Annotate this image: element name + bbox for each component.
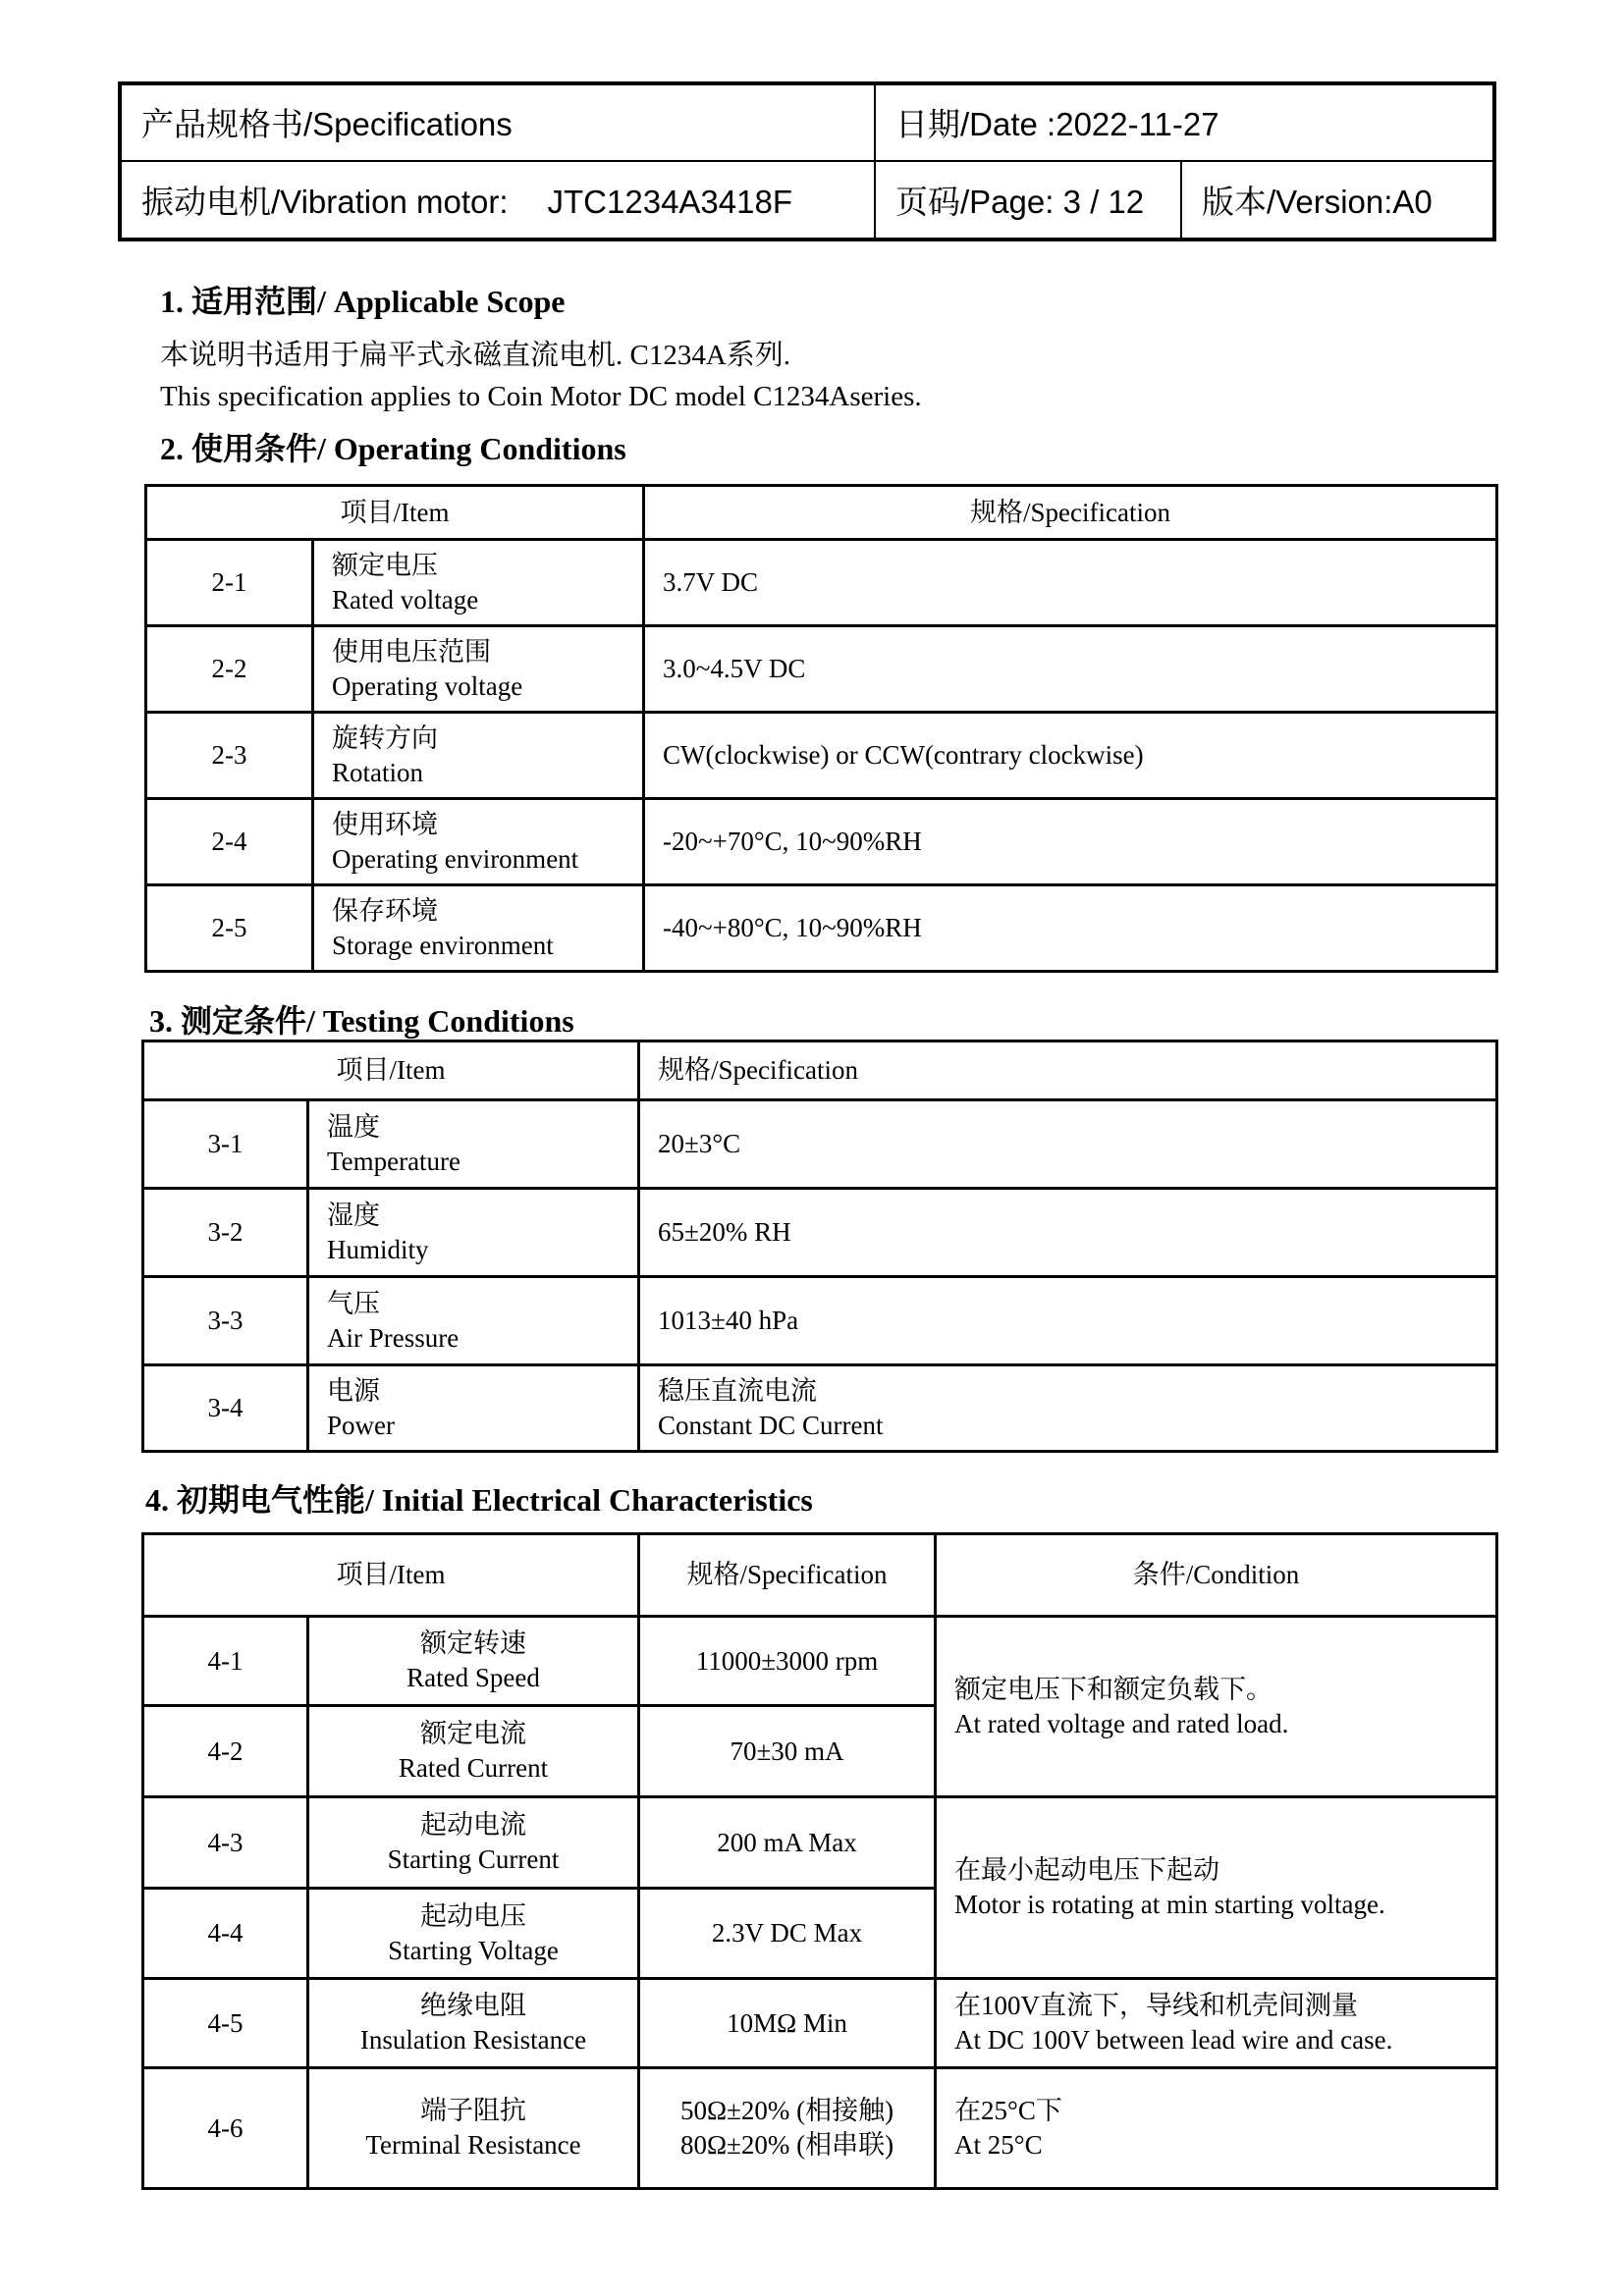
product-label: 振动电机/Vibration motor: [141, 183, 509, 220]
item-en: Terminal Resistance [365, 2130, 581, 2160]
col-spec: 规格/Specification [639, 1041, 1497, 1100]
item-cn: 额定电压 [332, 550, 438, 580]
row-item [308, 1617, 639, 1706]
row-item [308, 1277, 639, 1365]
row-no: 4-3 [143, 1797, 308, 1889]
item-en: Rated Speed [406, 1663, 540, 1692]
section2-heading: 2. 使用条件/ Operating Conditions [160, 431, 626, 466]
row-no: 2-3 [146, 713, 313, 799]
item-en: Storage environment [332, 930, 554, 960]
row-item [308, 1889, 639, 1979]
item-cn: 端子阻抗 [420, 2096, 526, 2125]
table-row [146, 626, 1497, 713]
row-no: 4-4 [143, 1889, 308, 1979]
item-cn: 气压 [327, 1288, 380, 1318]
row-no: 2-4 [146, 799, 313, 885]
col-condition: 条件/Condition [936, 1534, 1497, 1617]
operating-conditions-table [144, 484, 1498, 973]
item-cn: 绝缘电阻 [420, 1991, 526, 2020]
condition-en: At DC 100V between lead wire and case. [954, 2025, 1393, 2055]
spec-line-1: 1013±40 hPa [658, 1306, 799, 1335]
item-en: Rotation [332, 757, 423, 787]
row-no: 3-2 [143, 1189, 308, 1277]
table-row [146, 885, 1497, 972]
table-row [146, 713, 1497, 799]
spec-line-2: Constant DC Current [658, 1410, 884, 1440]
table-row [146, 540, 1497, 626]
scope-line-cn: 本说明书适用于扁平式永磁直流电机. C1234A系列. [160, 340, 791, 371]
row-no: 3-1 [143, 1100, 308, 1189]
condition-cn: 额定电压下和额定负载下。 [954, 1674, 1273, 1704]
col-spec: 规格/Specification [639, 1534, 936, 1617]
scope-line-en: This specification applies to Coin Motor DC model C1234Aseries. [160, 381, 922, 412]
condition-en: Motor is rotating at min starting voltage. [954, 1890, 1385, 1919]
spec-line-1: 11000±3000 rpm [695, 1645, 879, 1676]
col-item: 项目/Item [146, 486, 644, 540]
spec-line-1: 50Ω±20% (相接触) [679, 2096, 894, 2125]
row-spec [639, 1979, 936, 2068]
table-row [146, 799, 1497, 885]
condition-cell [936, 1979, 1497, 2068]
electrical-characteristics-table [141, 1532, 1498, 2190]
row-item [313, 885, 644, 972]
spec-line-1: 20±3°C [658, 1129, 741, 1158]
spec-line-1: 2.3V DC Max [711, 1918, 863, 1948]
row-spec: CW(clockwise) or CCW(contrary clockwise) [644, 713, 1497, 799]
row-spec: -40~+80°C, 10~90%RH [644, 885, 1497, 972]
product-cell [120, 161, 875, 240]
item-cn: 额定转速 [420, 1629, 526, 1658]
row-no: 4-1 [143, 1617, 308, 1706]
row-spec [639, 1277, 1497, 1365]
item-cn: 电源 [327, 1375, 380, 1406]
item-cn: 旋转方向 [332, 722, 438, 753]
document-header [118, 81, 1496, 241]
row-spec [639, 1706, 936, 1797]
row-item [308, 1979, 639, 2068]
row-item [313, 713, 644, 799]
row-no: 2-2 [146, 626, 313, 713]
table-row [143, 1100, 1497, 1189]
item-en: Starting Current [387, 1844, 560, 1874]
item-en: Operating voltage [332, 670, 523, 701]
testing-conditions-table [141, 1040, 1498, 1453]
item-en: Insulation Resistance [359, 2025, 587, 2055]
row-item [308, 1365, 639, 1452]
row-item [308, 1189, 639, 1277]
item-cn: 保存环境 [332, 895, 438, 926]
row-no: 4-6 [143, 2068, 308, 2189]
item-en: Starting Voltage [388, 1935, 559, 1965]
item-en: Rated Current [398, 1753, 549, 1783]
row-item [313, 799, 644, 885]
item-en: Air Pressure [327, 1322, 460, 1353]
condition-cell [936, 1797, 1497, 1979]
row-spec [639, 1365, 1497, 1452]
row-item [308, 1100, 639, 1189]
spec-line-1: 200 mA Max [717, 1827, 857, 1857]
section3-heading: 3. 测定条件/ Testing Conditions [149, 1003, 574, 1039]
item-cn: 起动电流 [420, 1810, 526, 1840]
spec-line-2: 80Ω±20% (相串联) [679, 2130, 894, 2160]
item-cn: 额定电流 [420, 1719, 526, 1748]
item-en: Operating environment [332, 843, 579, 874]
table-row [143, 1979, 1497, 2068]
section4-heading: 4. 初期电气性能/ Initial Electrical Characteristics [145, 1482, 813, 1518]
condition-cn: 在最小起动电压下起动 [954, 1855, 1220, 1885]
row-spec [639, 2068, 936, 2189]
row-item [308, 2068, 639, 2189]
item-cn: 温度 [327, 1111, 380, 1142]
row-item [313, 540, 644, 626]
item-en: Power [327, 1410, 395, 1440]
table-header-row [146, 486, 1497, 540]
row-item [308, 1706, 639, 1797]
condition-cell [936, 1617, 1497, 1797]
item-en: Rated voltage [332, 584, 479, 614]
table-header-row [143, 1534, 1497, 1617]
row-spec [639, 1189, 1497, 1277]
table-row [143, 1617, 1497, 1706]
row-spec [639, 1617, 936, 1706]
item-en: Temperature [327, 1146, 461, 1176]
row-no: 3-3 [143, 1277, 308, 1365]
condition-cell [936, 2068, 1497, 2189]
row-spec: 3.0~4.5V DC [644, 626, 1497, 713]
doc-date: 日期/Date :2022-11-27 [875, 83, 1494, 161]
doc-title: 产品规格书/Specifications [120, 83, 875, 161]
row-spec: -20~+70°C, 10~90%RH [644, 799, 1497, 885]
table-row [143, 1277, 1497, 1365]
row-item [308, 1797, 639, 1889]
table-row [143, 1365, 1497, 1452]
table-row [143, 1189, 1497, 1277]
table-row [143, 2068, 1497, 2189]
section1-heading: 1. 适用范围/ Applicable Scope [160, 284, 566, 319]
col-item: 项目/Item [143, 1534, 639, 1617]
item-cn: 使用电压范围 [332, 636, 491, 667]
condition-en: At rated voltage and rated load. [954, 1708, 1289, 1738]
page-number: 页码/Page: 3 / 12 [875, 161, 1181, 240]
item-cn: 使用环境 [332, 809, 438, 839]
row-spec [639, 1797, 936, 1889]
row-spec [639, 1889, 936, 1979]
col-spec: 规格/Specification [644, 486, 1497, 540]
spec-line-1: 70±30 mA [730, 1735, 844, 1766]
condition-cn: 在25°C下 [954, 2096, 1062, 2125]
condition-en: At 25°C [954, 2130, 1043, 2160]
condition-cn: 在100V直流下，导线和机壳间测量 [954, 1991, 1359, 2020]
spec-line-1: 65±20% RH [658, 1217, 791, 1247]
table-header-row [143, 1041, 1497, 1100]
row-no: 4-2 [143, 1706, 308, 1797]
item-cn: 湿度 [327, 1200, 380, 1230]
item-en: Humidity [327, 1234, 429, 1264]
item-cn: 起动电压 [420, 1900, 526, 1931]
col-item: 项目/Item [143, 1041, 639, 1100]
row-no: 2-1 [146, 540, 313, 626]
table-row [143, 1797, 1497, 1889]
spec-line-1: 稳压直流电流 [658, 1375, 818, 1406]
row-item [313, 626, 644, 713]
row-spec: 3.7V DC [644, 540, 1497, 626]
row-spec [639, 1100, 1497, 1189]
spec-line-1: 10MΩ Min [727, 2007, 847, 2038]
row-no: 2-5 [146, 885, 313, 972]
version: 版本/Version:A0 [1181, 161, 1494, 240]
model-number: JTC1234A3418F [547, 183, 792, 220]
row-no: 3-4 [143, 1365, 308, 1452]
row-no: 4-5 [143, 1979, 308, 2068]
